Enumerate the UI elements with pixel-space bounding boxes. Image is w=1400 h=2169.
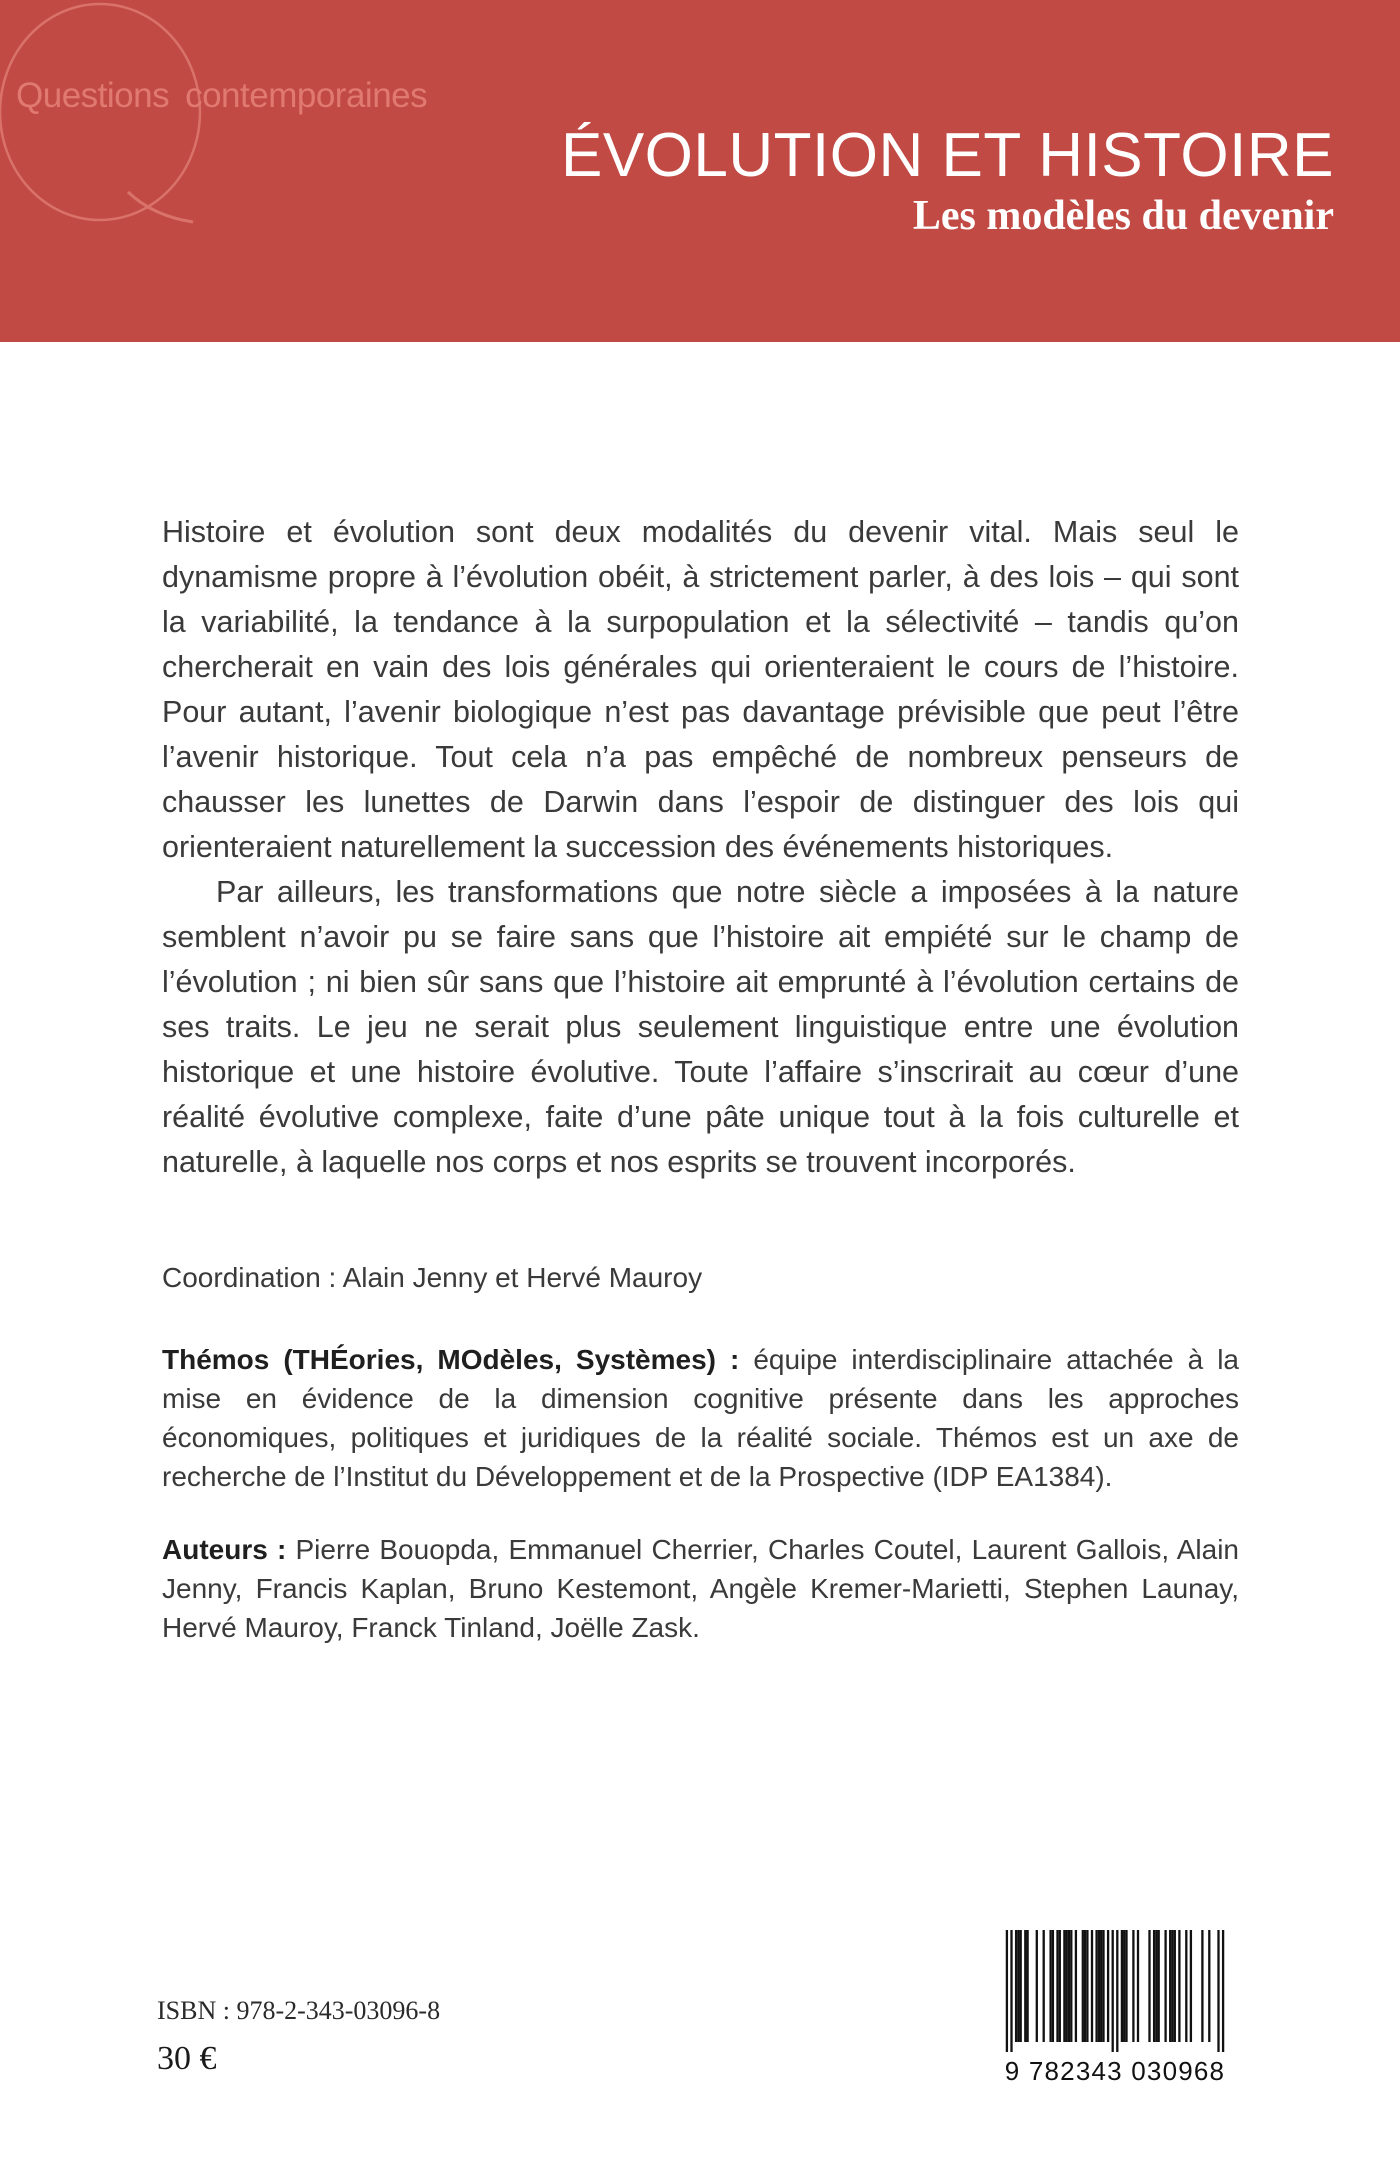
barcode-bar xyxy=(1158,1930,1160,2042)
barcode-bar xyxy=(1100,1930,1102,2042)
q-logo-mark xyxy=(0,0,216,264)
barcode-bar xyxy=(1153,1930,1155,2042)
barcode-bar xyxy=(1201,1930,1203,2042)
cover-header-band xyxy=(0,0,1400,342)
price: 30 € xyxy=(157,2040,217,2077)
barcode-bar xyxy=(1123,1930,1125,2042)
coordination-line: Coordination : Alain Jenny et Hervé Mauroy xyxy=(162,1262,703,1293)
barcode-bar xyxy=(1052,1930,1054,2042)
barcode-bar xyxy=(1098,1930,1100,2042)
barcode-bar xyxy=(1190,1930,1192,2042)
barcode-bar xyxy=(1059,1930,1061,2042)
series-word-one: Questions xyxy=(16,76,170,115)
barcode-bar xyxy=(1049,1930,1051,2042)
barcode-bar xyxy=(1137,1930,1139,2042)
barcode-bar xyxy=(1056,1930,1058,2042)
series-word-two: contemporaines xyxy=(185,76,428,115)
barcode-bar xyxy=(1171,1930,1173,2042)
barcode-bar xyxy=(1024,1930,1026,2042)
barcode-bar xyxy=(1091,1930,1093,2042)
book-title: ÉVOLUTION ET HISTOIRE xyxy=(560,121,1334,190)
authors-text: Pierre Bouopda, Emmanuel Cherrier, Charles Coutel, Laurent Gallois, Alain Jenny, Francis Kaplan, Bruno Kestemont, Angèle Kremer-Marietti, Stephen Launay, Hervé Mauroy, Franck Tinland, Joëlle Zask. xyxy=(162,1534,1239,1643)
barcode-bar xyxy=(1043,1930,1045,2042)
barcode-bar xyxy=(1068,1930,1070,2042)
barcode-bar xyxy=(1084,1930,1086,2042)
barcode-bar xyxy=(1102,1930,1104,2042)
barcode-bar xyxy=(1217,1930,1219,2052)
authors-lead: Auteurs : xyxy=(162,1534,287,1565)
themos-lead: Thémos (THÉories, MOdèles, Systèmes) : xyxy=(162,1344,740,1375)
barcode-bar xyxy=(1222,1930,1224,2052)
book-subtitle: Les modèles du devenir xyxy=(912,193,1334,239)
barcode-bar xyxy=(1169,1930,1171,2042)
barcode-bar xyxy=(1066,1930,1068,2042)
barcode-bar xyxy=(1164,1930,1166,2042)
themos-text: équipe interdisciplinaire attachée à la mise en évidence de la dimension cognitive présente dans les approches économiques, politiques et juridiques de la réalité sociale. Thémos est un axe de recherche de l’Institut du Développement et de la Prospective (IDP EA1384). xyxy=(162,1344,1239,1492)
summary-paragraph-1: Histoire et évolution sont deux modalités du devenir vital. Mais seul le dynamisme propre à l’évolution obéit, à strictement parler, à des lois – qui sont la variabilité, la tendance à la surpopulation et la sélectivité – tandis qu’on chercherait en vain des lois générales qui orienteraient le cours de l’histoire. Pour autant, l’avenir biologique n’est pas davantage prévisible que peut l’être l’avenir historique. Tout cela n’a pas empêché de nombreux penseurs de chausser les lunettes de Darwin dans l’espoir de distinguer des lois qui orienteraient naturellement la succession des événements historiques. xyxy=(162,515,1239,864)
barcode-bar xyxy=(1075,1930,1077,2042)
barcode-bar xyxy=(1095,1930,1097,2042)
barcode-bar xyxy=(1125,1930,1127,2042)
barcode-bar xyxy=(1132,1930,1134,2042)
barcode-bar xyxy=(1185,1930,1187,2042)
barcode-bar xyxy=(1082,1930,1084,2042)
barcode-bar xyxy=(1036,1930,1038,2042)
barcode-bar xyxy=(1174,1930,1176,2042)
barcode-bar xyxy=(1006,1930,1008,2052)
barcode-bars xyxy=(990,1930,1240,2052)
barcode-bar xyxy=(1121,1930,1123,2042)
themos-description xyxy=(162,1340,1239,1496)
barcode-bar xyxy=(1107,1930,1109,2042)
barcode-bar xyxy=(1148,1930,1150,2042)
authors-list xyxy=(162,1530,1239,1647)
barcode-bar xyxy=(1208,1930,1210,2042)
barcode-bar xyxy=(1086,1930,1088,2042)
series-label xyxy=(16,76,427,116)
back-cover-summary xyxy=(162,510,1239,1185)
summary-paragraph-2: Par ailleurs, les transformations que notre siècle a imposées à la nature semblent n’avoir pu se faire sans que l’histoire ait empiété sur le champ de l’évolution ; ni bien sûr sans que l’histoire ait emprunté à l’évolution certains de ses traits. Le jeu ne serait plus seulement linguistique entre une évolution historique et une histoire évolutive. Toute l’affaire s’inscrirait au cœur d’une réalité évolutive complexe, faite d’une pâte unique tout à la fois culturelle et naturelle, à laquelle nos corps et nos esprits se trouvent incorporés. xyxy=(162,875,1239,1179)
barcode-bar xyxy=(1063,1930,1065,2042)
barcode xyxy=(990,1930,1240,2090)
barcode-bar xyxy=(1020,1930,1022,2042)
barcode-bar xyxy=(1015,1930,1017,2042)
isbn-number: ISBN : 978-2-343-03096-8 xyxy=(157,1996,441,2025)
barcode-bar xyxy=(1010,1930,1012,2052)
barcode-digits: 9 782343 030968 xyxy=(1004,2056,1226,2086)
barcode-bar xyxy=(1070,1930,1072,2042)
barcode-bar xyxy=(1116,1930,1118,2052)
barcode-bar xyxy=(1112,1930,1114,2052)
barcode-bar xyxy=(1178,1930,1180,2042)
barcode-bar xyxy=(1017,1930,1019,2042)
barcode-bar xyxy=(1026,1930,1028,2042)
barcode-bar xyxy=(1155,1930,1157,2042)
